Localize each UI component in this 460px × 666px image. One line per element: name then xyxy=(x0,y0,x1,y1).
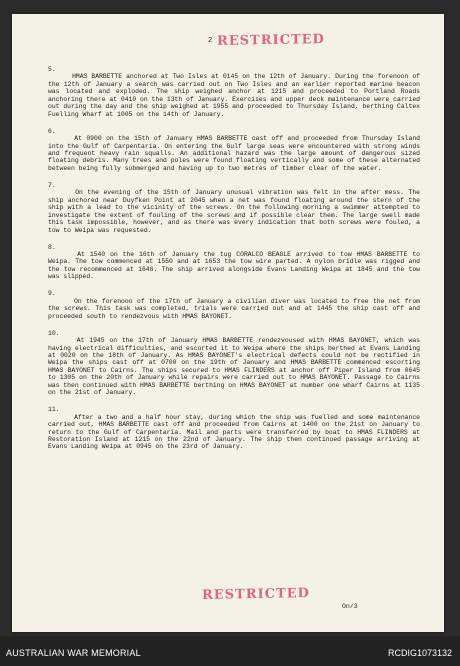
paragraph-text: After a two and a half hour stay, during which the ship was fuelled and some maintenance carried out, HMAS BARBETTE cast off and proceeded from Cairns at 1400 on the 21st on January to return to the Gulf of Carpentaria. Mail and parts were transferred by boat to HMAS FLINDERS at Restoration Island at 1215 on the 22nd of January. The ship then continued passage arriving at Evans Landing Weipa at 0945 on the 23rd of January. xyxy=(48,413,424,451)
paragraph-number: 9. xyxy=(48,290,56,298)
paragraph-text: HMAS BARBETTE anchored at Two Isles at 0145 on the 12th of January. During the forenoon of the 12th of January a search was carried out on Two Isles and an earlier reported marine beacon was located and exploded. The ship weighed anchor at 1215 and proceeded to Portland Roads anchoring there at 0410 on the 13th of January. Exercises and upper deck maintenance were carried out during the day and the ship weighed at 1955 and proceeded to Thursday Island, berthing Caltex Fuelling Wharf at 1005 on the 14th of January. xyxy=(48,73,424,118)
document-body xyxy=(48,66,424,460)
paragraph-5 xyxy=(48,66,424,118)
paragraph-10 xyxy=(48,329,424,397)
paragraph-9 xyxy=(48,290,424,320)
document-page xyxy=(12,14,444,632)
paragraph-text: At 1540 on the 16th of January the tug CORALCO BEAGLE arrived to tow HMAS BARBETTE to Weipa. The tow commenced at 1550 and at 1653 the tow wire parted. A nylon bridle was rigged and the tow recommenced at 1646. The ship arrived alongside Evans Landing Weipa at 1845 and the tow was slipped. xyxy=(48,251,424,281)
paragraph-text: At 1945 on the 17th of January HMAS BARBETTE rendezvoused with HMAS BAYONET, which was having electrical difficulties, and escorted it to Weipa where the ships berthed at Evans Landing at 0020 on the 18th of January. As HMAS BAYONET's electrical defects could not be rectified in Weipa the ships cast off at 0700 on the 19th of January and HMAS BARBETTE commenced escorting HMAS BAYONET to Cairns. The ships secured to HMAS FLINDERS at anchor off Piper Island from 0645 to 1305 on the 20th of January while repairs were carried out to HMAS BAYONET. Passage to Cairns was then continued with HMAS BARBETTE berthing on HMAS BAYONET at number one wharf Cairns at 1135 on the 21st of January. xyxy=(48,337,424,397)
paragraph-number: 7. xyxy=(48,181,56,189)
paragraph-8 xyxy=(48,243,424,281)
institution-label: AUSTRALIAN WAR MEMORIAL xyxy=(6,648,141,658)
restricted-stamp-bottom: RESTRICTED xyxy=(201,586,310,603)
paragraph-number: 5. xyxy=(48,66,56,73)
paragraph-text: At 0900 on the 15th of January HMAS BARBETTE cast off and proceeded from Thursday Island into the Gulf of Carpentaria. On entering the Gulf large seas were encountered with strong winds and frequent heavy rain squalls. An additional hazard was the large amount of dangerous sized floating debris. Many trees and poles were found floating vertically and some of these alternated between being fully submerged and having up to two metres of timber clear of the water. xyxy=(48,135,424,172)
reference-id: RCDIG1073132 xyxy=(387,648,452,658)
paragraph-11 xyxy=(48,406,424,451)
continuation-marker: On/3 xyxy=(342,603,358,610)
page-number: 2 xyxy=(208,37,213,45)
paragraph-6 xyxy=(48,127,424,173)
paragraph-number: 6. xyxy=(48,127,56,135)
restricted-stamp-top: RESTRICTED xyxy=(216,32,325,49)
paragraph-number: 11. xyxy=(48,406,60,414)
paragraph-7 xyxy=(48,181,424,234)
paragraph-number: 10. xyxy=(48,329,60,337)
paragraph-text: On the forenoon of the 17th of January a civilian diver was located to free the net from the screws. This task was completed, trials were carried out and at 1445 the ship cast off and proceeded south to rendezvous with HMAS BAYONET. xyxy=(48,297,424,320)
paragraph-number: 8. xyxy=(48,243,56,251)
paragraph-text: On the evening of the 15th of January unusual vibration was felt in the after mess. The ship anchored near Duyfken Point at 2045 when a net was found floating around the stern of the ship with a lead to the vicinity of the screws. On the following morning a swimmer attempted to investigate the extent of fouling of the screws and if possible clear them. The large swell made this task impossible, however, and as there was every indication that both screws were fouled, a tow to Weipa was requested. xyxy=(48,189,424,234)
